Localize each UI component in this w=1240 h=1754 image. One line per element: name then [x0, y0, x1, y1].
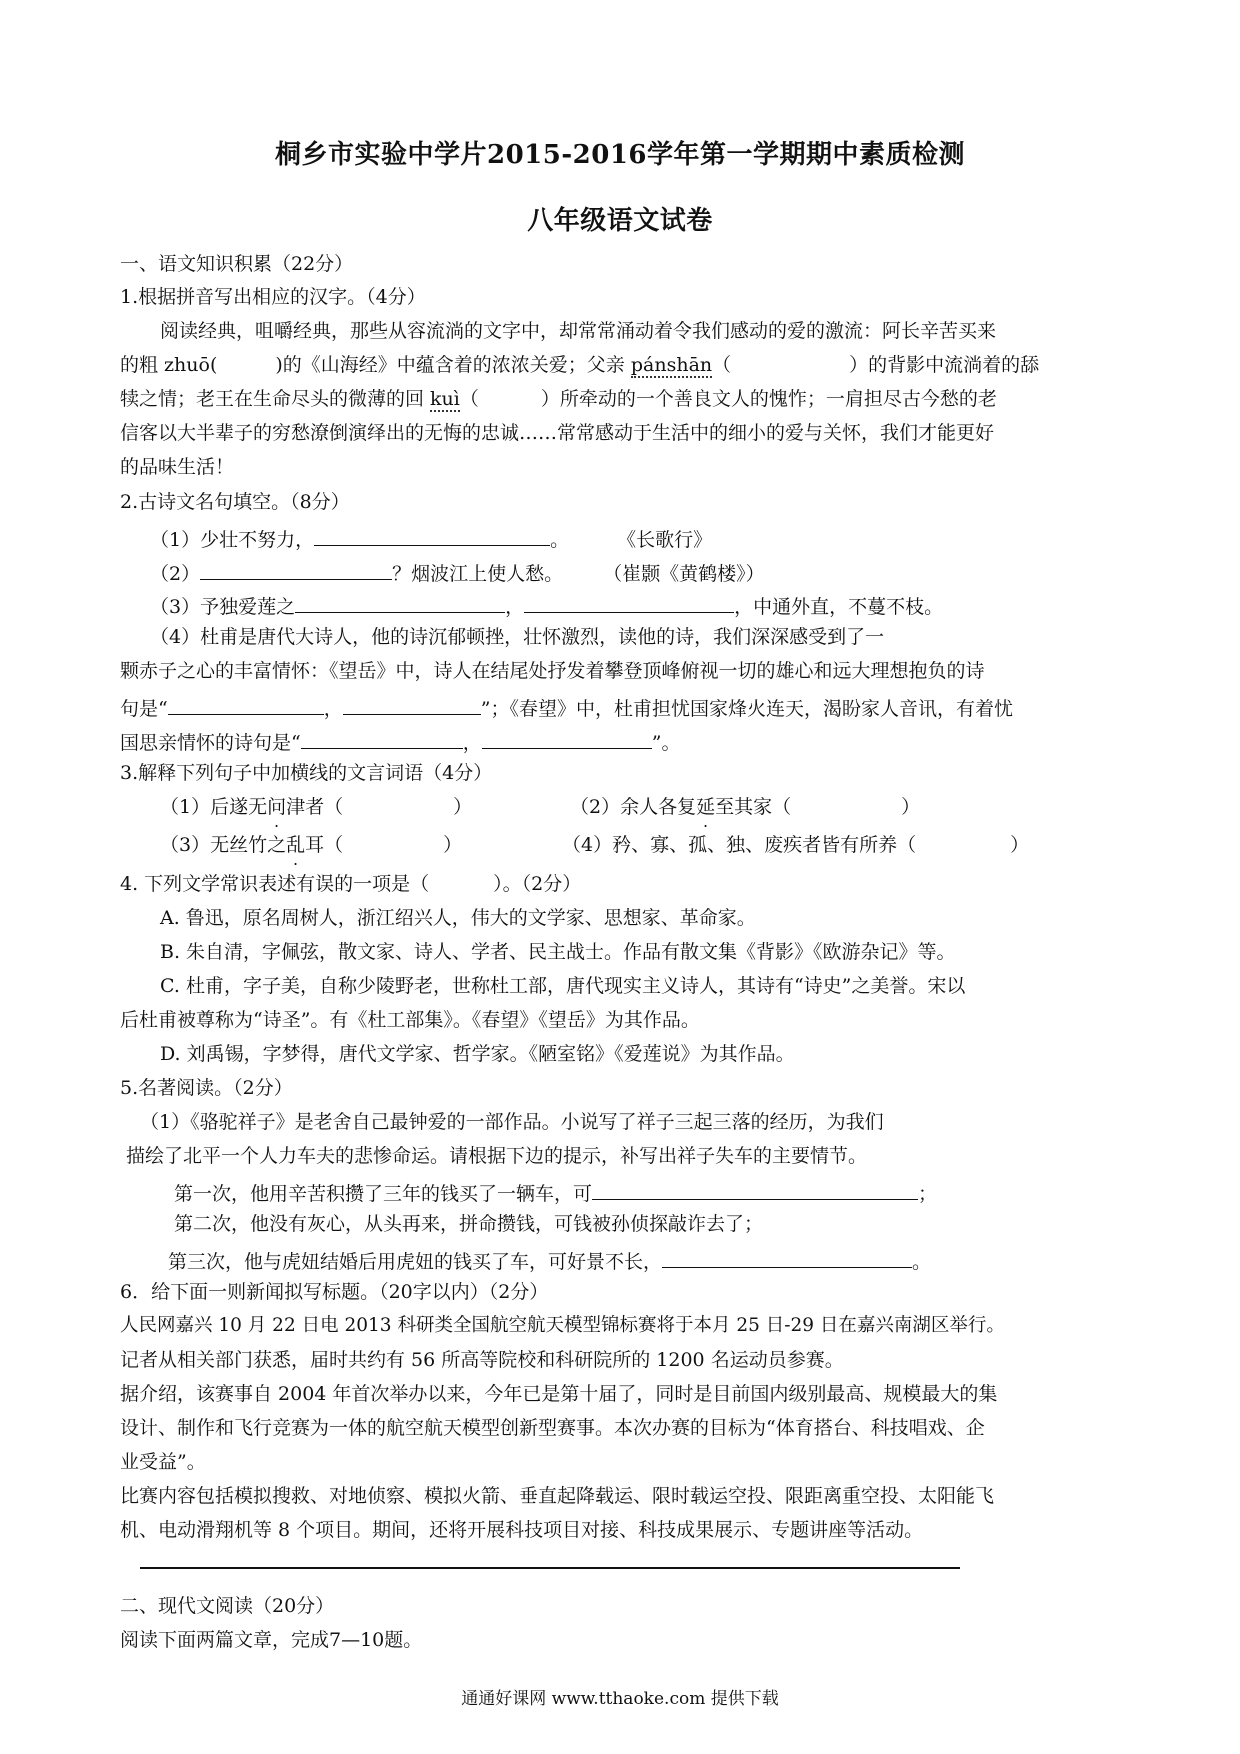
q5-text: 。 — [912, 1251, 932, 1273]
q3-text: 津者（ — [286, 796, 344, 818]
q3-text: ） — [453, 796, 473, 818]
q3-item-1 — [160, 798, 472, 817]
q5-text-line: （1）《骆驼祥子》是老舍自己最钟爱的一部作品。小说写了祥子三起三落的经历，为我们 — [140, 1111, 884, 1133]
news-paragraph-line: 业受益”。 — [120, 1451, 206, 1473]
answer-blank[interactable] — [200, 561, 392, 580]
q4-option-d: D. 刘禹锡，字梦得，唐代文学家、哲学家。《陋室铭》《爱莲说》为其作品。 — [160, 1043, 795, 1065]
q3-item-4 — [562, 836, 1029, 855]
q2-text: （1）少壮不努力， — [150, 529, 315, 551]
answer-blank[interactable] — [482, 730, 652, 749]
q4-text: 4. 下列文学常识表述有误的一项是（ — [120, 873, 430, 895]
q5-text: 第一次，他用辛苦积攒了三年的钱买了一辆车，可 — [174, 1183, 593, 1205]
q3-marked-word: 乱 — [286, 834, 306, 856]
q5-item-3 — [168, 1249, 931, 1272]
q2-text: ， — [323, 698, 343, 720]
news-paragraph-line: 记者从相关部门获悉，届时共约有 56 所高等院校和科研院所的 1200 名运动员参赛。 — [120, 1349, 844, 1371]
pinyin-text: kuì — [430, 388, 460, 410]
q2-source: 《长歌行》 — [617, 529, 713, 551]
answer-blank[interactable] — [592, 1181, 918, 1200]
q2-text: （3）予独爱莲之 — [150, 596, 296, 618]
q2-item-3 — [150, 594, 943, 617]
q3-text: （4）矜、寡、孤、独、废疾者皆有所养（ — [562, 834, 917, 856]
q1-text: （ — [459, 388, 479, 410]
q2-text: 国思亲情怀的诗句是“ — [120, 732, 301, 754]
q1-passage-line: 的品味生活！ — [120, 456, 235, 478]
q4-option-b: B. 朱自清，字佩弦，散文家、诗人、学者、民主战士。作品有散文集《背影》《欧游杂记》等。 — [160, 941, 956, 963]
q2-item-2 — [150, 561, 765, 584]
q3-text: ） — [443, 834, 463, 856]
q4-text: ）。（2分） — [493, 873, 582, 895]
q5-text: ； — [918, 1183, 938, 1205]
q2-item-4: （4）杜甫是唐代大诗人，他的诗沉郁顿挫，壮怀激烈，读他的诗，我们深深感受到了一 — [150, 626, 885, 648]
section-intro: 阅读下面两篇文章，完成7—10题。 — [120, 1629, 423, 1651]
q5-item-2: 第二次，他没有灰心，从头再来，拼命攒钱，可钱被孙侦探敲诈去了； — [174, 1213, 764, 1235]
q4-option-c-line: 后杜甫被尊称为“诗圣”。有《杜工部集》。《春望》《望岳》为其作品。 — [120, 1009, 700, 1031]
q3-item-2 — [570, 798, 920, 817]
page-title: 桐乡市实验中学片2015-2016学年第一学期期中素质检测 — [274, 140, 966, 170]
q5-text: 第三次，他与虎妞结婚后用虎妞的钱买了车，可好景不长， — [168, 1251, 663, 1273]
answer-blank[interactable] — [343, 696, 481, 715]
q2-text: （2） — [150, 563, 201, 585]
q3-text: （3）无丝竹之 — [160, 834, 287, 856]
page-footer: 通通好课网 www.tthaoke.com 提供下载 — [461, 1689, 779, 1709]
headline-answer-line[interactable] — [140, 1567, 960, 1569]
q3-text: （1）后遂无 — [160, 796, 268, 818]
answer-blank[interactable] — [295, 594, 505, 613]
q1-text: 的粗 zhuō( — [120, 354, 218, 376]
q2-item-4-line — [120, 696, 1013, 719]
q1-passage-line — [120, 356, 1039, 375]
news-paragraph-line: 比赛内容包括模拟搜救、对地侦察、模拟火箭、垂直起降载运、限时载运空投、限距离重空投、太阳能飞 — [120, 1485, 995, 1507]
q3-item-3 — [160, 836, 462, 855]
q1-passage-line — [120, 390, 997, 409]
q2-item-1 — [150, 527, 712, 550]
q2-text: ， — [462, 732, 482, 754]
answer-blank[interactable] — [168, 696, 324, 715]
pinyin-text: pánshān — [630, 354, 713, 376]
q2-text: ”；《春望》中，杜甫担忧国家烽火连天，渴盼家人音讯，有着忧 — [480, 698, 1013, 720]
q1-passage-line: 阅读经典，咀嚼经典，那些从容流淌的文字中，却常常涌动着令我们感动的爱的激流：阿长辛苦买来 — [160, 320, 997, 342]
q3-text: 耳（ — [305, 834, 344, 856]
section-heading: 二、现代文阅读（20分） — [120, 1595, 335, 1617]
answer-blank[interactable] — [524, 594, 734, 613]
q3-text: ） — [1010, 834, 1030, 856]
q3-text: ） — [901, 796, 921, 818]
news-paragraph-line: 据介绍，该赛事自 2004 年首次举办以来，今年已是第十届了，同时是目前国内级别最高、规模最大的集 — [120, 1383, 998, 1405]
q4-option-c: C. 杜甫，字子美，自称少陵野老，世称杜工部，唐代现实主义诗人，其诗有“诗史”之美誉。宋以 — [160, 975, 966, 997]
q2-source: （崔颢《黄鹤楼》） — [603, 563, 765, 585]
answer-blank[interactable] — [314, 527, 550, 546]
question-2-heading: 2.古诗文名句填空。（8分） — [120, 491, 350, 513]
q2-text: ， — [505, 596, 525, 618]
q1-passage-line: 信客以大半辈子的穷愁潦倒演绎出的无悔的忠诚……常常感动于生活中的细小的爱与关怀，我们才能更好 — [120, 422, 995, 444]
question-1-heading: 1.根据拼音写出相应的汉字。（4分） — [120, 286, 426, 308]
question-5-heading: 5.名著阅读。（2分） — [120, 1077, 293, 1099]
q1-text: ）的背影中流淌着的舔 — [849, 354, 1040, 376]
q1-text: （ — [712, 354, 732, 376]
q2-text: ”。 — [651, 732, 681, 754]
q3-text: 至其家（ — [715, 796, 792, 818]
q3-marked-word: 问 — [267, 796, 287, 818]
q2-item-4-line — [120, 730, 680, 753]
q2-item-4-line: 颗赤子之心的丰富情怀：《望岳》中，诗人在结尾处抒发着攀登顶峰俯视一切的雄心和远大理想抱负的诗 — [120, 660, 985, 682]
q5-text-line: 描绘了北平一个人力车夫的悲惨命运。请根据下边的提示，补写出祥子失车的主要情节。 — [126, 1145, 868, 1167]
q3-marked-word: 延 — [696, 796, 716, 818]
q1-text: ）所牵动的一个善良文人的愧怍；一肩担尽古今愁的老 — [540, 388, 997, 410]
q3-text: （2）余人各复 — [570, 796, 697, 818]
q4-option-a: A. 鲁迅，原名周树人，浙江绍兴人，伟大的文学家、思想家、革命家。 — [160, 907, 756, 929]
q1-text: 犊之情；老王在生命尽头的微薄的回 — [120, 388, 431, 410]
question-4-heading — [120, 875, 581, 894]
answer-blank[interactable] — [662, 1249, 912, 1268]
page-subtitle: 八年级语文试卷 — [527, 206, 713, 236]
q2-text: 。 — [550, 529, 570, 551]
news-paragraph-line: 人民网嘉兴 10 月 22 日电 2013 科研类全国航空航天模型锦标赛将于本月 25 日-29 日在嘉兴南湖区举行。 — [120, 1315, 1005, 1336]
q2-text: ？烟波江上使人愁。 — [392, 563, 564, 585]
q1-text: )的《山海经》中蕴含着的浓浓关爱；父亲 — [275, 354, 631, 376]
question-6-heading: 6．给下面一则新闻拟写标题。（20字以内）（2分） — [120, 1281, 549, 1303]
question-3-heading: 3.解释下列句子中加横线的文言词语（4分） — [120, 762, 493, 784]
q2-text: 句是“ — [120, 698, 168, 720]
section-heading: 一、语文知识积累（22分） — [120, 253, 354, 275]
news-paragraph-line: 机、电动滑翔机等 8 个项目。期间，还将开展科技项目对接、科技成果展示、专题讲座等活动。 — [120, 1519, 924, 1541]
answer-blank[interactable] — [301, 730, 463, 749]
q2-text: ，中通外直，不蔓不枝。 — [734, 596, 944, 618]
q5-item-1 — [174, 1181, 937, 1204]
news-paragraph-line: 设计、制作和飞行竞赛为一体的航空航天模型创新型赛事。本次办赛的目标为“体育搭台、科技唱戏、企 — [120, 1417, 985, 1439]
